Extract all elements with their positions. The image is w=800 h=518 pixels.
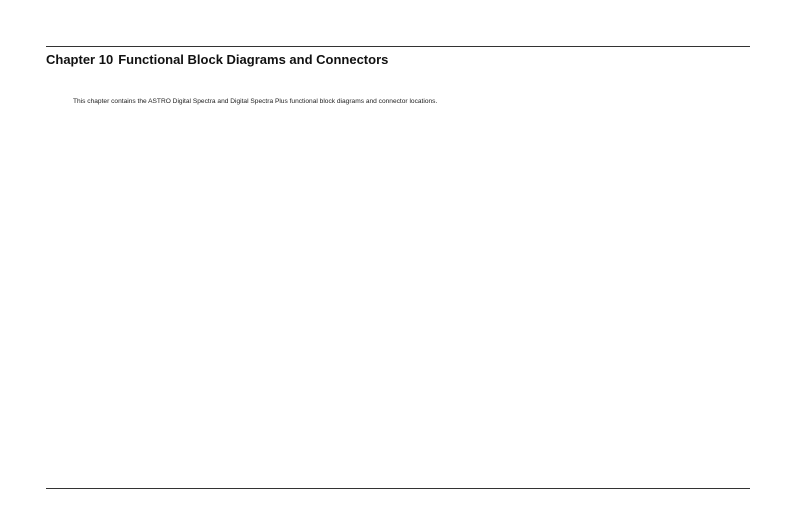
header-rule bbox=[46, 46, 750, 47]
chapter-title: Functional Block Diagrams and Connectors bbox=[118, 52, 389, 67]
chapter-number: Chapter 10 bbox=[46, 52, 114, 67]
intro-paragraph: This chapter contains the ASTRO Digital Spectra and Digital Spectra Plus functional block diagrams and connector locations. bbox=[73, 98, 438, 105]
footer-rule bbox=[46, 488, 750, 489]
chapter-heading bbox=[46, 52, 388, 68]
